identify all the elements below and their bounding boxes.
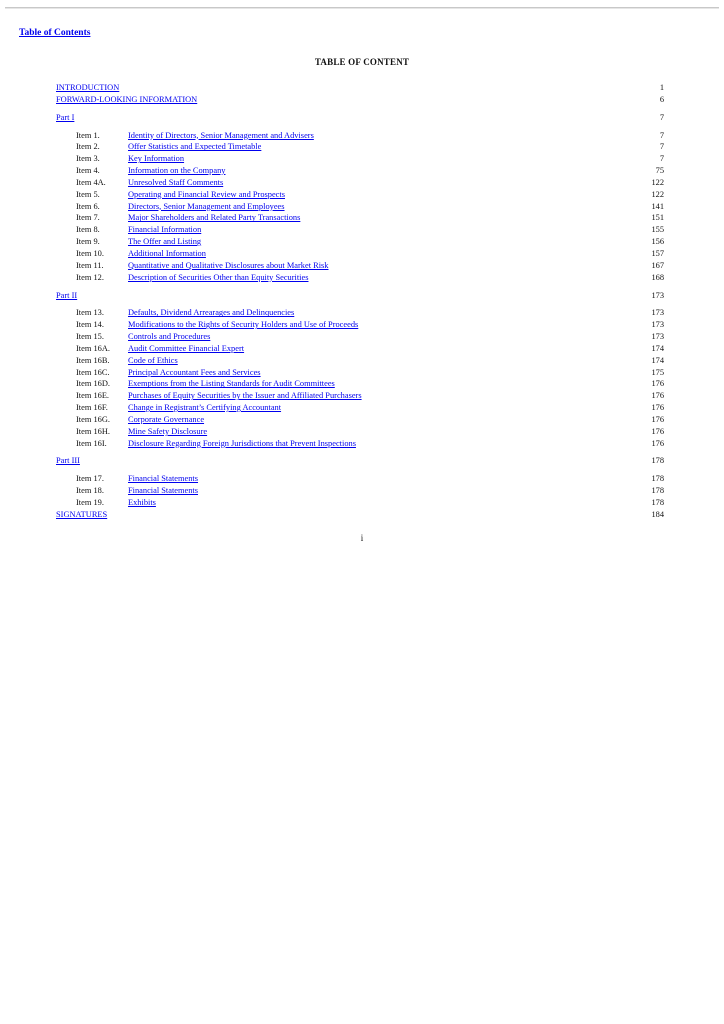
toc-item — [56, 177, 664, 189]
toc-item — [56, 307, 664, 319]
item-number: Item 16D. — [76, 379, 110, 389]
page-ref: 122 — [651, 189, 664, 199]
page-ref: 173 — [651, 332, 664, 342]
item-number: Item 16E. — [76, 391, 110, 401]
toc-item-link[interactable]: Financial Information — [128, 225, 202, 235]
toc-item — [56, 165, 664, 177]
page-ref: 178 — [651, 486, 664, 496]
item-number: Item 18. — [76, 486, 104, 496]
item-number: Item 11. — [76, 260, 104, 270]
page-ref: 7 — [659, 130, 664, 140]
toc-item-link[interactable]: The Offer and Listing — [128, 237, 202, 247]
toc-item — [56, 355, 664, 367]
item-number: Item 9. — [76, 237, 100, 247]
introduction-link[interactable]: INTRODUCTION — [56, 83, 120, 92]
page-ref: 6 — [659, 94, 664, 104]
toc-item — [56, 497, 664, 509]
item-number: Item 17. — [76, 474, 104, 484]
part-heading-link[interactable]: Part II — [56, 290, 78, 300]
item-number: Item 3. — [76, 154, 100, 164]
part-heading-link[interactable]: Part III — [56, 456, 80, 466]
toc-item-link[interactable]: Exemptions from the Listing Standards for Audit Committees — [128, 379, 335, 389]
toc-item — [56, 141, 664, 153]
page-ref: 178 — [651, 456, 664, 466]
introduction — [56, 82, 664, 94]
toc-item — [56, 473, 664, 485]
page-ref: 141 — [651, 201, 664, 211]
toc-item — [56, 153, 664, 165]
toc-item-link[interactable]: Change in Registrant’s Certifying Accountant — [128, 403, 282, 413]
toc-item-link[interactable]: Description of Securities Other than Equity Securities — [128, 272, 309, 282]
item-number: Item 16B. — [76, 355, 110, 365]
toc-item-link[interactable]: Controls and Procedures — [128, 332, 211, 342]
item-number: Item 14. — [76, 320, 104, 330]
page-ref: 176 — [651, 414, 664, 424]
page-ref: 167 — [651, 260, 664, 270]
item-number: Item 13. — [76, 308, 104, 318]
item-number: Item 16A. — [76, 343, 110, 353]
toc-item-link[interactable]: Mine Safety Disclosure — [128, 426, 208, 436]
item-number: Item 6. — [76, 201, 100, 211]
item-number: Item 16H. — [76, 426, 110, 436]
toc-item — [56, 331, 664, 343]
toc-item — [56, 438, 664, 450]
toc-item-link[interactable]: Principal Accountant Fees and Services — [128, 367, 261, 377]
page-ref: 176 — [651, 438, 664, 448]
toc-item — [56, 272, 664, 284]
item-number: Item 19. — [76, 498, 104, 507]
toc-item — [56, 390, 664, 402]
item-number: Item 2. — [76, 142, 100, 152]
toc-item — [56, 414, 664, 426]
part-heading — [56, 290, 664, 302]
signatures-link[interactable]: SIGNATURES — [56, 509, 108, 519]
item-number: Item 16F. — [76, 403, 108, 413]
toc-item-link[interactable]: Key Information — [128, 154, 185, 164]
toc-item — [56, 378, 664, 390]
toc-item — [56, 367, 664, 379]
toc-item-link[interactable]: Offer Statistics and Expected Timetable — [128, 142, 262, 152]
item-number: Item 16I. — [76, 438, 107, 448]
toc-item — [56, 402, 664, 414]
toc-item-link[interactable]: Additional Information — [128, 248, 206, 258]
item-number: Item 1. — [76, 130, 100, 140]
page-ref: 176 — [651, 403, 664, 413]
page-ref: 178 — [651, 474, 664, 484]
page-ref: 176 — [651, 391, 664, 401]
top-divider — [5, 7, 719, 9]
toc-item — [56, 201, 664, 213]
table-of-contents — [56, 82, 664, 521]
forward-looking-information-link[interactable]: FORWARD-LOOKING INFORMATION — [56, 94, 198, 104]
toc-item — [56, 260, 664, 272]
item-number: Item 4. — [76, 166, 100, 176]
page-ref: 176 — [651, 379, 664, 389]
item-number: Item 5. — [76, 189, 100, 199]
page-ref: 173 — [651, 308, 664, 318]
toc-item-link[interactable]: Identity of Directors, Senior Management and Advisers — [128, 130, 314, 140]
item-number: Item 10. — [76, 248, 104, 258]
page-ref: 156 — [651, 237, 664, 247]
part-heading-link[interactable]: Part I — [56, 112, 75, 122]
page-ref: 173 — [651, 290, 664, 300]
toc-item-link[interactable]: Major Shareholders and Related Party Transactions — [128, 213, 301, 223]
toc-item-link[interactable]: Quantitative and Qualitative Disclosures about Market Risk — [128, 260, 329, 270]
toc-item — [56, 319, 664, 331]
toc-item-link[interactable]: Code of Ethics — [128, 355, 178, 365]
page-ref: 184 — [651, 509, 664, 519]
part-heading — [56, 112, 664, 124]
page-ref: 122 — [651, 177, 664, 187]
toc-item-link[interactable]: Defaults, Dividend Arrearages and Delinquencies — [128, 308, 295, 318]
toc-item-link[interactable]: Financial Statements — [128, 474, 199, 484]
page-ref: 7 — [659, 112, 664, 122]
table-of-contents-link[interactable]: Table of Contents — [19, 28, 91, 38]
item-number: Item 15. — [76, 332, 104, 342]
page-title: TABLE OF CONTENT — [314, 57, 410, 67]
page-ref: 155 — [651, 225, 664, 235]
toc-item-link[interactable]: Financial Statements — [128, 486, 199, 496]
toc-item — [56, 130, 664, 142]
item-number: Item 8. — [76, 225, 100, 235]
toc-item-link[interactable]: Corporate Governance — [128, 414, 205, 424]
toc-item — [56, 485, 664, 497]
toc-item-link[interactable]: Exhibits — [128, 498, 156, 507]
page-ref: 7 — [659, 142, 664, 152]
page-ref: 75 — [655, 166, 664, 176]
toc-item — [56, 343, 664, 355]
page-ref: 173 — [651, 320, 664, 330]
page-ref: 174 — [651, 355, 664, 365]
toc-item-link[interactable]: Directors, Senior Management and Employees — [128, 201, 285, 211]
forward-looking-information — [56, 94, 664, 106]
toc-item-link[interactable]: Disclosure Regarding Foreign Jurisdictions that Prevent Inspections — [128, 438, 356, 448]
page-ref: 157 — [651, 248, 664, 258]
toc-item-link[interactable]: Operating and Financial Review and Prospects — [128, 189, 285, 199]
signatures — [56, 509, 664, 521]
page-ref: 178 — [651, 498, 664, 507]
page-ref: 1 — [659, 83, 664, 92]
item-number: Item 4A. — [76, 177, 106, 187]
toc-item-link[interactable]: Audit Committee Financial Expert — [128, 343, 245, 353]
toc-item — [56, 236, 664, 248]
page-ref: 7 — [659, 154, 664, 164]
toc-item-link[interactable]: Information on the Company — [128, 166, 226, 176]
page-ref: 151 — [651, 213, 664, 223]
toc-item — [56, 224, 664, 236]
toc-item — [56, 426, 664, 438]
toc-item-link[interactable]: Modifications to the Rights of Security Holders and Use of Proceeds — [128, 320, 359, 330]
part-heading — [56, 455, 664, 467]
toc-item — [56, 248, 664, 260]
toc-item-link[interactable]: Purchases of Equity Securities by the Issuer and Affiliated Purchasers — [128, 391, 362, 401]
toc-item — [56, 189, 664, 201]
item-number: Item 12. — [76, 272, 104, 282]
page-ref: 168 — [651, 272, 664, 282]
item-number: Item 16C. — [76, 367, 110, 377]
toc-item — [56, 212, 664, 224]
page-number: i — [360, 533, 364, 543]
page-ref: 175 — [651, 367, 664, 377]
page-ref: 174 — [651, 343, 664, 353]
page-ref: 176 — [651, 426, 664, 436]
toc-item-link[interactable]: Unresolved Staff Comments — [128, 177, 224, 187]
item-number: Item 16G. — [76, 414, 110, 424]
item-number: Item 7. — [76, 213, 100, 223]
